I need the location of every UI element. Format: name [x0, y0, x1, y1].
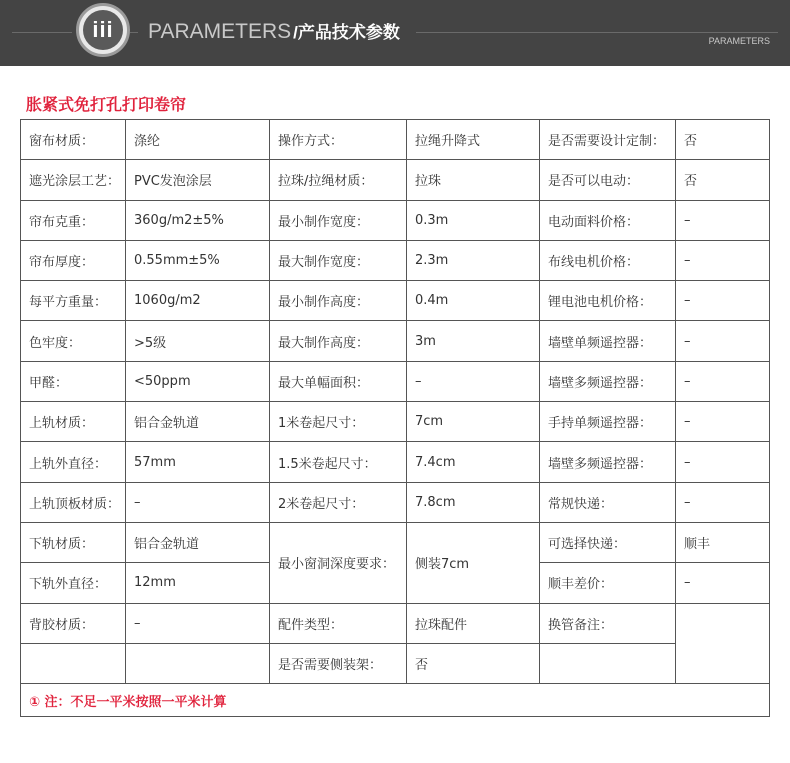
spec-label: 帘布厚度： — [21, 240, 126, 280]
spec-value: 否 — [676, 160, 770, 200]
spec-label: 是否需要侧装架： — [270, 643, 407, 683]
spec-value: – — [676, 402, 770, 442]
header-band — [0, 0, 790, 66]
spec-label: 2米卷起尺寸： — [270, 482, 407, 522]
spec-value: 7.4cm — [407, 442, 540, 482]
spec-value: 2.3m — [407, 240, 540, 280]
spec-label: 最大制作宽度： — [270, 240, 407, 280]
section-title-en: PARAMETERS — [148, 20, 292, 43]
spec-value: PVC发泡涂层 — [126, 160, 270, 200]
table-row — [21, 120, 770, 160]
roman-numeral-badge-icon — [76, 3, 130, 57]
spec-value: – — [407, 361, 540, 401]
spec-label: 是否需要设计定制： — [540, 120, 676, 160]
spec-value: 0.55mm±5% — [126, 240, 270, 280]
table-row — [21, 240, 770, 280]
spec-label: 背胶材质： — [21, 603, 126, 643]
spec-label: 最大制作高度： — [270, 321, 407, 361]
spec-label — [540, 643, 676, 683]
spec-value — [676, 603, 770, 684]
spec-label: 窗布材质： — [21, 120, 126, 160]
spec-label: 1.5米卷起尺寸： — [270, 442, 407, 482]
spec-label: 操作方式： — [270, 120, 407, 160]
table-row — [21, 482, 770, 522]
spec-value: 铝合金轨道 — [126, 402, 270, 442]
spec-label: 墙壁多频遥控器： — [540, 361, 676, 401]
table-row — [21, 402, 770, 442]
table-row — [21, 643, 770, 683]
spec-label: 上轨外直径： — [21, 442, 126, 482]
spec-value: – — [126, 482, 270, 522]
spec-value: – — [676, 321, 770, 361]
spec-label: 常规快递： — [540, 482, 676, 522]
spec-value — [126, 643, 270, 683]
header-divider-mid — [130, 32, 138, 33]
spec-value: – — [676, 240, 770, 280]
spec-value: 0.3m — [407, 200, 540, 240]
spec-label: 墙壁多频遥控器： — [540, 442, 676, 482]
note-row — [21, 684, 770, 717]
spec-value: 0.4m — [407, 281, 540, 321]
spec-label — [21, 643, 126, 683]
spec-value: – — [676, 482, 770, 522]
spec-value: 拉绳升降式 — [407, 120, 540, 160]
header-divider-right — [416, 32, 778, 33]
spec-label: 甲醛： — [21, 361, 126, 401]
spec-label: 拉珠/拉绳材质： — [270, 160, 407, 200]
table-row — [21, 442, 770, 482]
spec-value: 侧装7cm — [407, 522, 540, 603]
spec-value: – — [676, 563, 770, 603]
spec-label: 最小窗洞深度要求： — [270, 522, 407, 603]
spec-label: 是否可以电动： — [540, 160, 676, 200]
spec-value: 7.8cm — [407, 482, 540, 522]
spec-label: 帘布克重： — [21, 200, 126, 240]
spec-label: 顺丰差价： — [540, 563, 676, 603]
spec-value: 否 — [407, 643, 540, 683]
spec-value: 拉珠 — [407, 160, 540, 200]
spec-label: 每平方重量： — [21, 281, 126, 321]
section-title-cn: /产品技术参数 — [293, 23, 400, 42]
spec-table — [20, 119, 770, 717]
badge-label: iii — [83, 10, 123, 50]
spec-value: 1060g/m2 — [126, 281, 270, 321]
spec-label: 下轨外直径： — [21, 563, 126, 603]
table-row — [21, 281, 770, 321]
spec-value: 7cm — [407, 402, 540, 442]
spec-value: – — [676, 442, 770, 482]
spec-label: 换管备注： — [540, 603, 676, 643]
spec-label: 布线电机价格： — [540, 240, 676, 280]
spec-label: 锂电池电机价格： — [540, 281, 676, 321]
spec-label: 1米卷起尺寸： — [270, 402, 407, 442]
table-row — [21, 361, 770, 401]
spec-label: 最小制作高度： — [270, 281, 407, 321]
spec-value: 拉珠配件 — [407, 603, 540, 643]
table-row — [21, 321, 770, 361]
spec-value: >5级 — [126, 321, 270, 361]
spec-value: 顺丰 — [676, 522, 770, 562]
spec-label: 遮光涂层工艺： — [21, 160, 126, 200]
spec-value: <50ppm — [126, 361, 270, 401]
spec-value: 涤纶 — [126, 120, 270, 160]
table-row — [21, 200, 770, 240]
section-title — [148, 18, 400, 46]
spec-value: 360g/m2±5% — [126, 200, 270, 240]
spec-label: 电动面料价格： — [540, 200, 676, 240]
section-subtitle: PARAMETERS — [708, 36, 770, 46]
table-row — [21, 522, 770, 562]
spec-label: 上轨材质： — [21, 402, 126, 442]
spec-value: 57mm — [126, 442, 270, 482]
spec-label: 最大单幅面积： — [270, 361, 407, 401]
spec-label: 配件类型： — [270, 603, 407, 643]
spec-label: 色牢度： — [21, 321, 126, 361]
spec-value: – — [676, 281, 770, 321]
footnote: ① 注：不足一平米按照一平米计算 — [21, 684, 770, 717]
spec-label: 上轨顶板材质： — [21, 482, 126, 522]
spec-value: – — [676, 200, 770, 240]
spec-value: 3m — [407, 321, 540, 361]
table-row — [21, 160, 770, 200]
spec-label: 最小制作宽度： — [270, 200, 407, 240]
spec-value: 铝合金轨道 — [126, 522, 270, 562]
spec-value: – — [676, 361, 770, 401]
spec-label: 可选择快递： — [540, 522, 676, 562]
spec-label: 手持单频遥控器： — [540, 402, 676, 442]
table-row — [21, 603, 770, 643]
spec-value: 否 — [676, 120, 770, 160]
spec-label: 下轨材质： — [21, 522, 126, 562]
spec-value: – — [126, 603, 270, 643]
product-title: 胀紧式免打孔打印卷帘 — [26, 95, 187, 114]
spec-label: 墙壁单频遥控器： — [540, 321, 676, 361]
header-divider-left — [12, 32, 72, 33]
spec-value: 12mm — [126, 563, 270, 603]
